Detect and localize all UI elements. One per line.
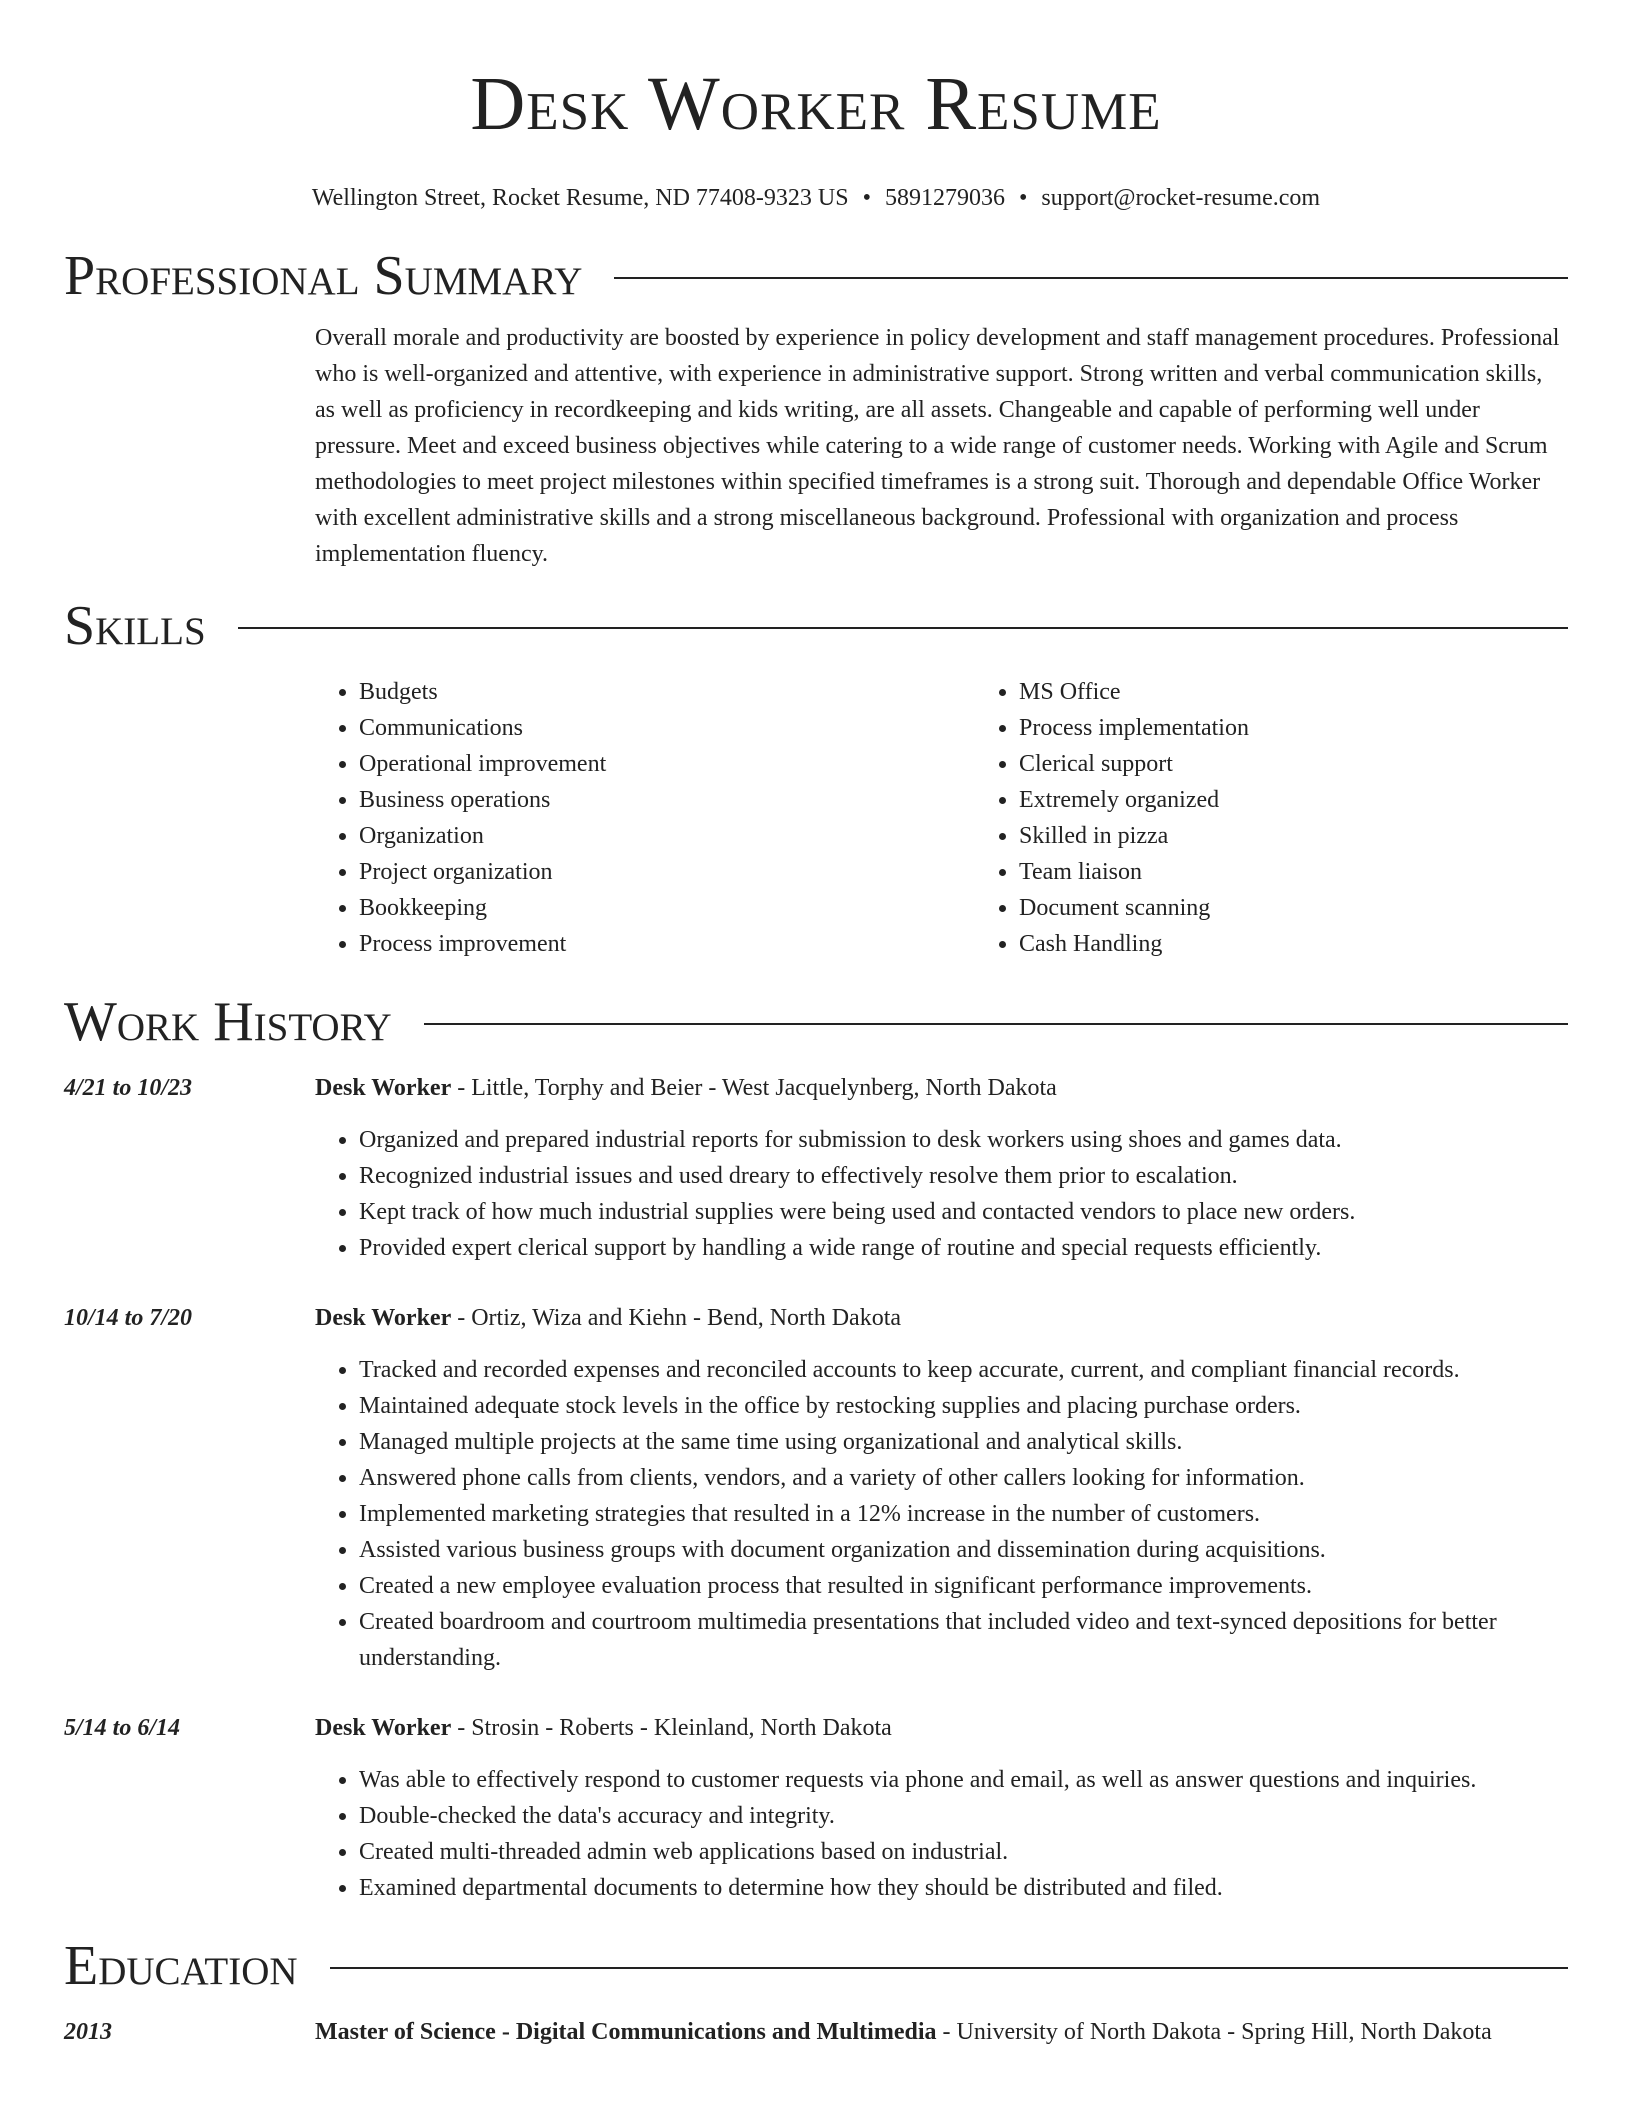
- skills-heading: Skills: [64, 595, 206, 657]
- skill-item: • Business operations: [359, 782, 975, 818]
- job-bullet: • Implemented marketing strategies that resulted in a 12% increase in the number of customers.: [359, 1496, 1568, 1532]
- skill-item: • Extremely organized: [1019, 782, 1632, 818]
- education-heading: Education: [64, 1935, 298, 1997]
- work-section-header: [64, 990, 1568, 1054]
- skill-item: • Operational improvement: [359, 746, 975, 782]
- job-bullet: • Tracked and recorded expenses and reconciled accounts to keep accurate, current, and compliant financial records.: [359, 1352, 1568, 1388]
- contact-phone: 5891279036: [884, 185, 1005, 211]
- skills-list-left: [315, 674, 975, 962]
- job-dates: 10/14 to 7/20: [64, 1305, 193, 1331]
- job-entry: [64, 1070, 1568, 1266]
- job-bullet: • Maintained adequate stock levels in the office by restocking supplies and placing purchase orders.: [359, 1388, 1568, 1424]
- section-divider: [614, 277, 1568, 279]
- contact-line: [64, 182, 1568, 214]
- job-bullet: • Assisted various business groups with document organization and dissemination during acquisitions.: [359, 1532, 1568, 1568]
- job-employer: - Little, Torphy and Beier - West Jacquelynberg, North Dakota: [451, 1075, 1057, 1101]
- skills-section: [64, 658, 1568, 962]
- summary-text: Overall morale and productivity are boosted by experience in policy development and staff management procedures. Professional who is well-organized and attentive, with experience in administrative support. Strong written and verbal communication skills, as well as proficiency in recordkeeping and kids writing, are all assets. Changeable and capable of performing well under pressure. Meet and exceed business objectives while catering to a wide range of customer needs. Working with Agile and Scrum methodologies to meet project milestones within specified timeframes is a strong suit. Thorough and dependable Office Worker with excellent administrative skills and a strong miscellaneous background. Professional with organization and process implementation fluency.: [315, 325, 1560, 567]
- job-bullet: • Answered phone calls from clients, vendors, and a variety of other callers looking for information.: [359, 1460, 1568, 1496]
- summary-heading: Professional Summary: [64, 245, 583, 307]
- job-dates: 4/21 to 10/23: [64, 1075, 193, 1101]
- job-heading: [315, 1300, 1568, 1336]
- education-year: 2013: [64, 2019, 112, 2045]
- section-divider: [330, 1967, 1568, 1969]
- job-title: Desk Worker: [315, 1305, 452, 1331]
- contact-separator: •: [1018, 185, 1028, 211]
- skill-item: • Project organization: [359, 854, 975, 890]
- resume-title: Desk Worker Resume: [470, 62, 1162, 146]
- skill-item: • Skilled in pizza: [1019, 818, 1632, 854]
- skill-item: • Team liaison: [1019, 854, 1632, 890]
- skill-item: • Communications: [359, 710, 975, 746]
- job-entry: [64, 1710, 1568, 1906]
- job-bullet: • Created a new employee evaluation process that resulted in significant performance improvements.: [359, 1568, 1568, 1604]
- contact-separator: •: [862, 185, 871, 211]
- skills-section-header: [64, 594, 1568, 658]
- section-divider: [424, 1023, 1568, 1025]
- job-title: Desk Worker: [315, 1715, 452, 1741]
- job-bullet: • Recognized industrial issues and used dreary to effectively resolve them prior to escalation.: [359, 1158, 1568, 1194]
- education-section-header: [64, 1934, 1568, 1998]
- job-dates: 5/14 to 6/14: [64, 1715, 181, 1741]
- skill-item: • Bookkeeping: [359, 890, 975, 926]
- job-heading: [315, 1070, 1568, 1106]
- job-employer: - Ortiz, Wiza and Kiehn - Bend, North Dakota: [451, 1305, 902, 1331]
- education-degree: Master of Science - Digital Communications and Multimedia: [315, 2019, 937, 2045]
- skill-item: • Document scanning: [1019, 890, 1632, 926]
- job-entry: [64, 1300, 1568, 1676]
- job-bullet: • Provided expert clerical support by handling a wide range of routine and special requests efficiently.: [359, 1230, 1568, 1266]
- skill-item: • Budgets: [359, 674, 975, 710]
- resume-page: [64, 0, 1568, 2050]
- job-bullets: [315, 1762, 1568, 1906]
- section-divider: [238, 627, 1568, 629]
- skill-item: • Cash Handling: [1019, 926, 1632, 962]
- job-bullet: • Created boardroom and courtroom multimedia presentations that included video and text-synced depositions for better understanding.: [359, 1604, 1568, 1676]
- contact-email: support@rocket-resume.com: [1041, 185, 1321, 211]
- job-bullets: [315, 1352, 1568, 1676]
- education-school: - University of North Dakota - Spring Hill, North Dakota: [936, 2019, 1492, 2045]
- education-entry: [64, 2014, 1568, 2050]
- work-heading: Work History: [64, 991, 392, 1053]
- summary-section: [64, 320, 1568, 572]
- skill-item: • Process improvement: [359, 926, 975, 962]
- job-bullet: • Double-checked the data's accuracy and integrity.: [359, 1798, 1568, 1834]
- job-employer: - Strosin - Roberts - Kleinland, North Dakota: [451, 1715, 892, 1741]
- skill-item: • Organization: [359, 818, 975, 854]
- education-heading-line: [315, 2014, 1568, 2050]
- job-title: Desk Worker: [315, 1075, 452, 1101]
- skills-spacer: [64, 658, 315, 962]
- skill-item: • Clerical support: [1019, 746, 1632, 782]
- job-bullet: • Organized and prepared industrial reports for submission to desk workers using shoes and games data.: [359, 1122, 1568, 1158]
- summary-spacer: [64, 320, 315, 572]
- skill-item: • MS Office: [1019, 674, 1632, 710]
- job-bullet: • Created multi-threaded admin web applications based on industrial.: [359, 1834, 1568, 1870]
- summary-section-header: [64, 244, 1568, 308]
- job-bullet: • Examined departmental documents to determine how they should be distributed and filed.: [359, 1870, 1568, 1906]
- skill-item: • Process implementation: [1019, 710, 1632, 746]
- skills-list-right: [975, 674, 1632, 962]
- job-bullets: [315, 1122, 1568, 1266]
- job-bullet: • Kept track of how much industrial supplies were being used and contacted vendors to place new orders.: [359, 1194, 1568, 1230]
- contact-address: Wellington Street, Rocket Resume, ND 77408-9323 US: [311, 185, 849, 211]
- job-bullet: • Managed multiple projects at the same time using organizational and analytical skills.: [359, 1424, 1568, 1460]
- job-bullet: • Was able to effectively respond to customer requests via phone and email, as well as answer questions and inquiries.: [359, 1762, 1568, 1798]
- job-heading: [315, 1710, 1568, 1746]
